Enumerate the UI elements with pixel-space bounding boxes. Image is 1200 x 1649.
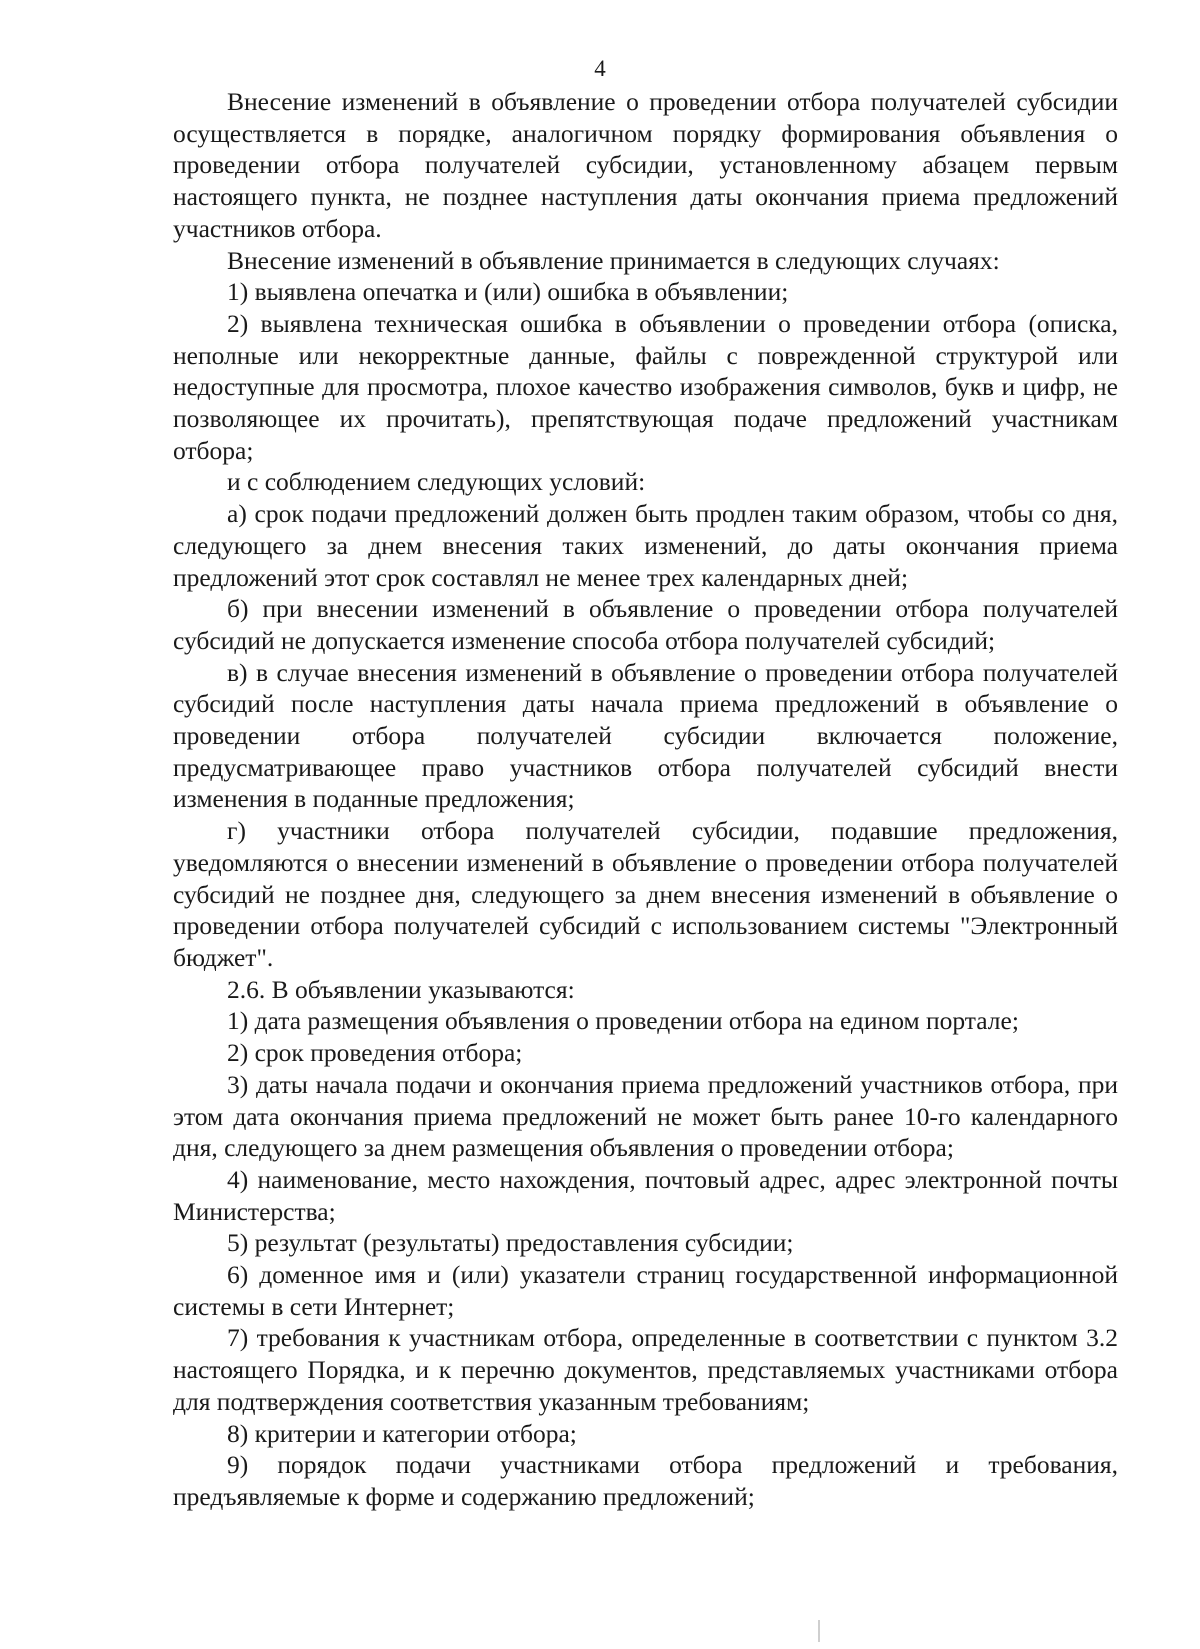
list-item-condition-v: в) в случае внесения изменений в объявление о проведении отбора получателей субсидий после наступления даты начала приема предложений в объявление о проведении отбора получателей субсидии включается положение, предусматривающее право участников отбора получателей субсидий внести изменения в поданные предложения; xyxy=(173,657,1118,814)
list-item-announcement-9: 9) порядок подачи участниками отбора предложений и требования, предъявляемые к форме и содержанию предложений; xyxy=(173,1450,1118,1511)
section-heading-2-6: 2.6. В объявлении указываются: xyxy=(227,974,575,1004)
list-item-case-2: 2) выявлена техническая ошибка в объявлении о проведении отбора (описка, неполные или некорректные данные, файлы с поврежденной структурой или недоступные для просмотра, плохое качество изображения символов, букв и цифр, не позволяющее их прочитать), препятствующая подаче предложений участникам отбора; xyxy=(173,308,1118,465)
page-number: 4 xyxy=(594,56,606,81)
list-item-condition-a: а) срок подачи предложений должен быть продлен таким образом, чтобы со дня, следующего за днем внесения таких изменений, до даты окончания приема предложений этот срок составлял не менее трех календарных дней; xyxy=(173,499,1118,592)
list-item-announcement-6: 6) доменное имя и (или) указатели страниц государственной информационной системы в сети Интернет; xyxy=(173,1260,1118,1321)
list-item-announcement-3: 3) даты начала подачи и окончания приема предложений участников отбора, при этом дата окончания приема предложений не может быть ранее 10-го календарного дня, следующего за днем размещения объявления о проведении отбора; xyxy=(173,1069,1118,1163)
list-item-announcement-2: 2) срок проведения отбора; xyxy=(227,1038,523,1068)
list-item-announcement-5: 5) результат (результаты) предоставления субсидии; xyxy=(227,1228,794,1258)
scan-artifact-mark xyxy=(818,1620,820,1642)
paragraph-amendment-cases: Внесение изменений в объявление принимается в следующих случаях: xyxy=(227,245,1000,275)
list-item-announcement-4: 4) наименование, место нахождения, почтовый адрес, адрес электронной почты Министерства; xyxy=(173,1164,1118,1226)
paragraph-amendment-procedure: Внесение изменений в объявление о проведении отбора получателей субсидии осуществляется в порядке, аналогичном порядку формирования объявления о проведении отбора получателей субсидии, установленному абзацем первым настоящего пункта, не позднее наступления даты окончания приема предложений участников отбора. xyxy=(173,87,1118,243)
list-item-condition-g: г) участники отбора получателей субсидии, подавшие предложения, уведомляются о внесении изменений в объявление о проведении отбора получателей субсидий не позднее дня, следующего за днем внесения изменений в объявление о проведении отбора получателей субсидий с использованием системы "Электронный бюджет". xyxy=(173,816,1118,972)
list-item-condition-b: б) при внесении изменений в объявление о проведении отбора получателей субсидий не допускается изменение способа отбора получателей субсидий; xyxy=(173,594,1118,655)
list-item-announcement-8: 8) критерии и категории отбора; xyxy=(227,1418,577,1448)
paragraph-conditions: и с соблюдением следующих условий: xyxy=(227,467,646,497)
list-item-case-1: 1) выявлена опечатка и (или) ошибка в объявлении; xyxy=(227,277,789,307)
list-item-announcement-7: 7) требования к участникам отбора, определенные в соответствии с пунктом 3.2 настоящего Порядка, и к перечню документов, представляемых участниками отбора для подтверждения соответствия указанным требованиям; xyxy=(173,1323,1118,1416)
document-body xyxy=(173,86,1118,1513)
list-item-announcement-1: 1) дата размещения объявления о проведении отбора на едином портале; xyxy=(227,1006,1019,1036)
